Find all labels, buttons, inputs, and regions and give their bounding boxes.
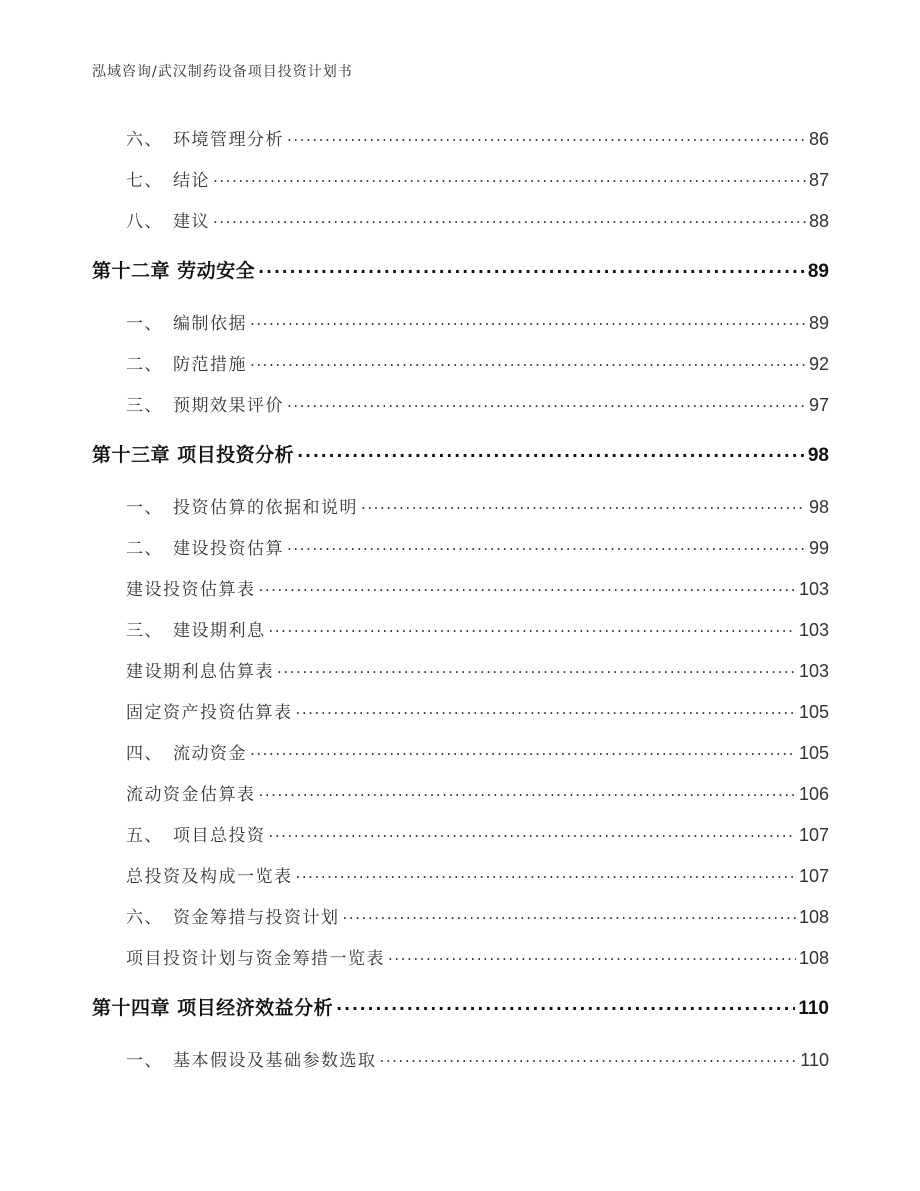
- toc-page-number: 106: [798, 784, 829, 804]
- toc-page-number: 108: [798, 948, 829, 968]
- toc-page-number: 86: [808, 129, 829, 149]
- toc-page-number: 89: [807, 261, 829, 282]
- dot-leader: [258, 258, 805, 277]
- dot-leader: [250, 312, 806, 329]
- toc-entry-number: 一、: [126, 1051, 163, 1071]
- dot-leader: [250, 353, 806, 370]
- toc-entry-number: 一、: [126, 314, 163, 334]
- dot-leader: [287, 128, 806, 145]
- toc-page-number: 87: [808, 170, 829, 190]
- toc-entry-title: 建议: [173, 212, 210, 232]
- toc-entry[interactable]: [126, 534, 829, 559]
- toc-entry-number: 三、: [126, 621, 163, 641]
- toc-entry[interactable]: [126, 166, 829, 191]
- toc-entry[interactable]: [126, 350, 829, 375]
- dot-leader: [296, 701, 796, 718]
- dot-leader: [388, 947, 796, 964]
- toc-page-number: 99: [808, 538, 829, 558]
- toc-entry-title: 总投资及构成一览表: [126, 867, 293, 887]
- toc-entry[interactable]: [126, 821, 829, 846]
- dot-leader: [269, 824, 796, 841]
- toc-page-number: 110: [800, 1050, 829, 1070]
- toc-entry-title: 资金筹措与投资计划: [173, 908, 340, 928]
- toc-entry-number: 一、: [126, 498, 163, 518]
- dot-leader: [296, 865, 796, 882]
- toc-entry-number: 七、: [126, 171, 163, 191]
- toc-page-number: 103: [798, 620, 829, 640]
- toc-page-number: 89: [808, 313, 829, 333]
- toc-chapter-entry[interactable]: [92, 993, 829, 1020]
- dot-leader: [277, 660, 796, 677]
- toc-entry-title: 环境管理分析: [173, 130, 284, 150]
- toc-page-number: 108: [798, 907, 829, 927]
- dot-leader: [336, 995, 795, 1014]
- toc-entry-title: 建设投资估算: [173, 539, 284, 559]
- dot-leader: [287, 537, 806, 554]
- toc-entry-title: 流动资金: [173, 744, 247, 764]
- dot-leader: [213, 210, 806, 227]
- toc-page-number: 105: [798, 702, 829, 722]
- toc-entry[interactable]: [126, 493, 829, 518]
- toc-entry-number: 二、: [126, 539, 163, 559]
- dot-leader: [297, 442, 805, 461]
- toc-entry[interactable]: [126, 739, 829, 764]
- toc-entry-number: 二、: [126, 355, 163, 375]
- toc-page-number: 98: [808, 497, 829, 517]
- toc-entry-title: 第十三章 项目投资分析: [92, 444, 295, 466]
- dot-leader: [287, 394, 806, 411]
- dot-leader: [343, 906, 796, 923]
- toc-entry[interactable]: [126, 125, 829, 150]
- toc-entry[interactable]: [126, 657, 829, 682]
- toc-chapter-entry[interactable]: [92, 256, 829, 283]
- toc-entry-title: 建设期利息估算表: [126, 662, 274, 682]
- dot-leader: [380, 1049, 798, 1066]
- toc-page-number: 110: [798, 998, 829, 1019]
- toc-entry-title: 建设期利息: [173, 621, 266, 641]
- toc-entry-number: 六、: [126, 908, 163, 928]
- toc-page-number: 98: [807, 445, 829, 466]
- toc-entry-title: 防范措施: [173, 355, 247, 375]
- header-rule: [88, 88, 832, 89]
- toc-entry[interactable]: [126, 780, 829, 805]
- toc-entry-title: 投资估算的依据和说明: [173, 498, 358, 518]
- dot-leader: [269, 619, 796, 636]
- toc-entry-title: 固定资产投资估算表: [126, 703, 293, 723]
- dot-leader: [259, 783, 796, 800]
- toc-entry[interactable]: [126, 862, 829, 887]
- toc-entry[interactable]: [126, 207, 829, 232]
- toc-entry-title: 基本假设及基础参数选取: [173, 1051, 377, 1071]
- toc-entry-title: 流动资金估算表: [126, 785, 256, 805]
- toc-page-number: 88: [808, 211, 829, 231]
- toc-entry-title: 结论: [173, 171, 210, 191]
- toc-chapter-entry[interactable]: [92, 440, 829, 467]
- running-header: 泓域咨询/武汉制药设备项目投资计划书: [92, 64, 353, 80]
- toc-entry-title: 第十四章 项目经济效益分析: [92, 997, 334, 1019]
- toc-page-number: 103: [798, 661, 829, 681]
- toc-entry-title: 第十二章 劳动安全: [92, 260, 256, 282]
- toc-page-number: 105: [798, 743, 829, 763]
- dot-leader: [213, 169, 806, 186]
- toc-entry-title: 建设投资估算表: [126, 580, 256, 600]
- toc-entry[interactable]: [126, 903, 829, 928]
- toc-entry-number: 三、: [126, 396, 163, 416]
- dot-leader: [259, 578, 796, 595]
- toc-entry-title: 编制依据: [173, 314, 247, 334]
- toc-entry[interactable]: [126, 575, 829, 600]
- dot-leader: [361, 496, 806, 513]
- toc-page-number: 103: [798, 579, 829, 599]
- dot-leader: [250, 742, 796, 759]
- toc-page-number: 97: [808, 395, 829, 415]
- toc-page-number: 92: [808, 354, 829, 374]
- toc-entry[interactable]: [126, 616, 829, 641]
- toc-entry-number: 四、: [126, 744, 163, 764]
- toc-entry-number: 八、: [126, 212, 163, 232]
- toc-entry-number: 六、: [126, 130, 163, 150]
- toc-entry[interactable]: [126, 944, 829, 969]
- toc-entry[interactable]: [126, 309, 829, 334]
- toc-entry-title: 项目投资计划与资金筹措一览表: [126, 949, 385, 969]
- toc-entry-number: 五、: [126, 826, 163, 846]
- toc-entry[interactable]: [126, 391, 829, 416]
- toc-entry-title: 预期效果评价: [173, 396, 284, 416]
- toc-page-number: 107: [798, 825, 829, 845]
- toc-entry-title: 项目总投资: [173, 826, 266, 846]
- toc-page-number: 107: [798, 866, 829, 886]
- toc-entry[interactable]: [126, 698, 829, 723]
- toc-entry[interactable]: [126, 1046, 829, 1071]
